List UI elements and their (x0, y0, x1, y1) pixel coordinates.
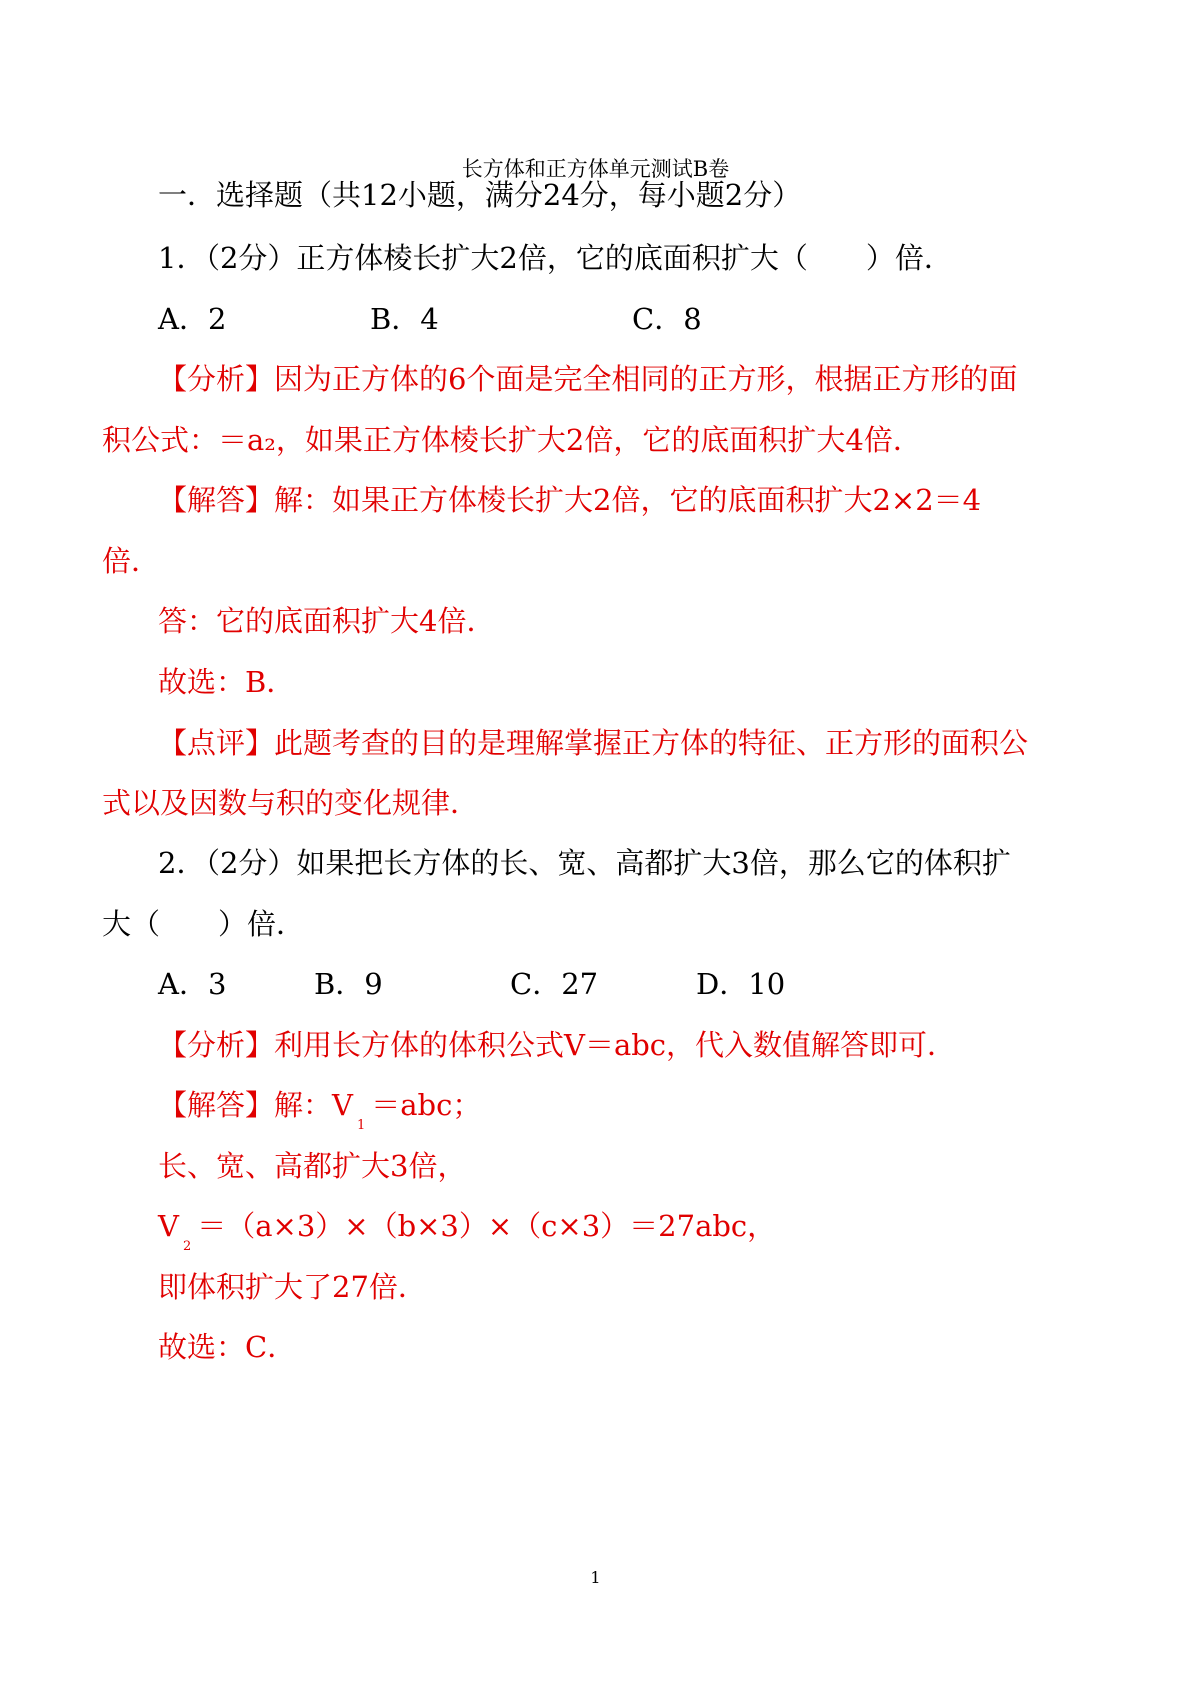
q1-analysis-line2: 积公式：＝a₂，如果正方体棱长扩大2倍，它的底面积扩大4倍． (102, 423, 922, 457)
q1-reply: 答：它的底面积扩大4倍． (158, 604, 496, 638)
q1-comment-line2: 式以及因数与积的变化规律． (102, 786, 480, 820)
q2-option-c: C．27 (510, 967, 599, 1001)
q2-answer (158, 1088, 482, 1133)
q2-step-2-subscript: 2 (182, 1239, 192, 1254)
q1-option-a: A．2 (158, 302, 227, 336)
q2-answer-prefix: 【解答】解：V (158, 1088, 353, 1122)
q1-answer-line2: 倍． (102, 544, 161, 578)
q2-step-1: 长、宽、高都扩大3倍， (158, 1149, 467, 1183)
page-number: 1 (590, 1568, 601, 1587)
q2-stem-line2: 大（ ）倍． (102, 907, 306, 941)
q1-option-b: B．4 (370, 302, 439, 336)
q2-option-b: B．9 (314, 967, 383, 1001)
q2-stem-line1: 2．（2分）如果把长方体的长、宽、高都扩大3倍，那么它的体积扩 (158, 846, 1011, 880)
q1-answer-line1: 【解答】解：如果正方体棱长扩大2倍，它的底面积扩大2×2＝4 (158, 483, 982, 517)
q2-options (158, 967, 785, 1001)
q1-choice: 故选：B． (158, 665, 296, 699)
q2-option-d: D．10 (696, 967, 786, 1001)
q2-analysis: 【分析】利用长方体的体积公式V＝abc，代入数值解答即可． (158, 1028, 957, 1062)
q2-step-3: 即体积扩大了27倍． (158, 1270, 427, 1304)
section-heading: 一．选择题（共12小题，满分24分，每小题2分） (158, 178, 802, 212)
q2-answer-subscript: 1 (356, 1118, 366, 1133)
q2-step-2-prefix: V (158, 1209, 179, 1243)
q1-option-c: C．8 (632, 302, 702, 336)
q2-step-2 (158, 1209, 777, 1254)
q2-step-2-suffix: ＝（a×3）×（b×3）×（c×3）＝27abc， (197, 1209, 777, 1243)
q2-answer-suffix: ＝abc； (371, 1088, 482, 1122)
q1-stem: 1．（2分）正方体棱长扩大2倍，它的底面积扩大（ ）倍． (158, 241, 953, 275)
q2-option-a: A．3 (158, 967, 227, 1001)
q1-options (158, 302, 702, 336)
q2-choice: 故选：C． (158, 1330, 297, 1364)
q1-comment-line1: 【点评】此题考查的目的是理解掌握正方体的特征、正方形的面积公 (158, 726, 1029, 760)
document-title: 长方体和正方体单元测试B卷 (461, 157, 730, 181)
q1-analysis-line1: 【分析】因为正方体的6个面是完全相同的正方形，根据正方形的面 (158, 362, 1018, 396)
